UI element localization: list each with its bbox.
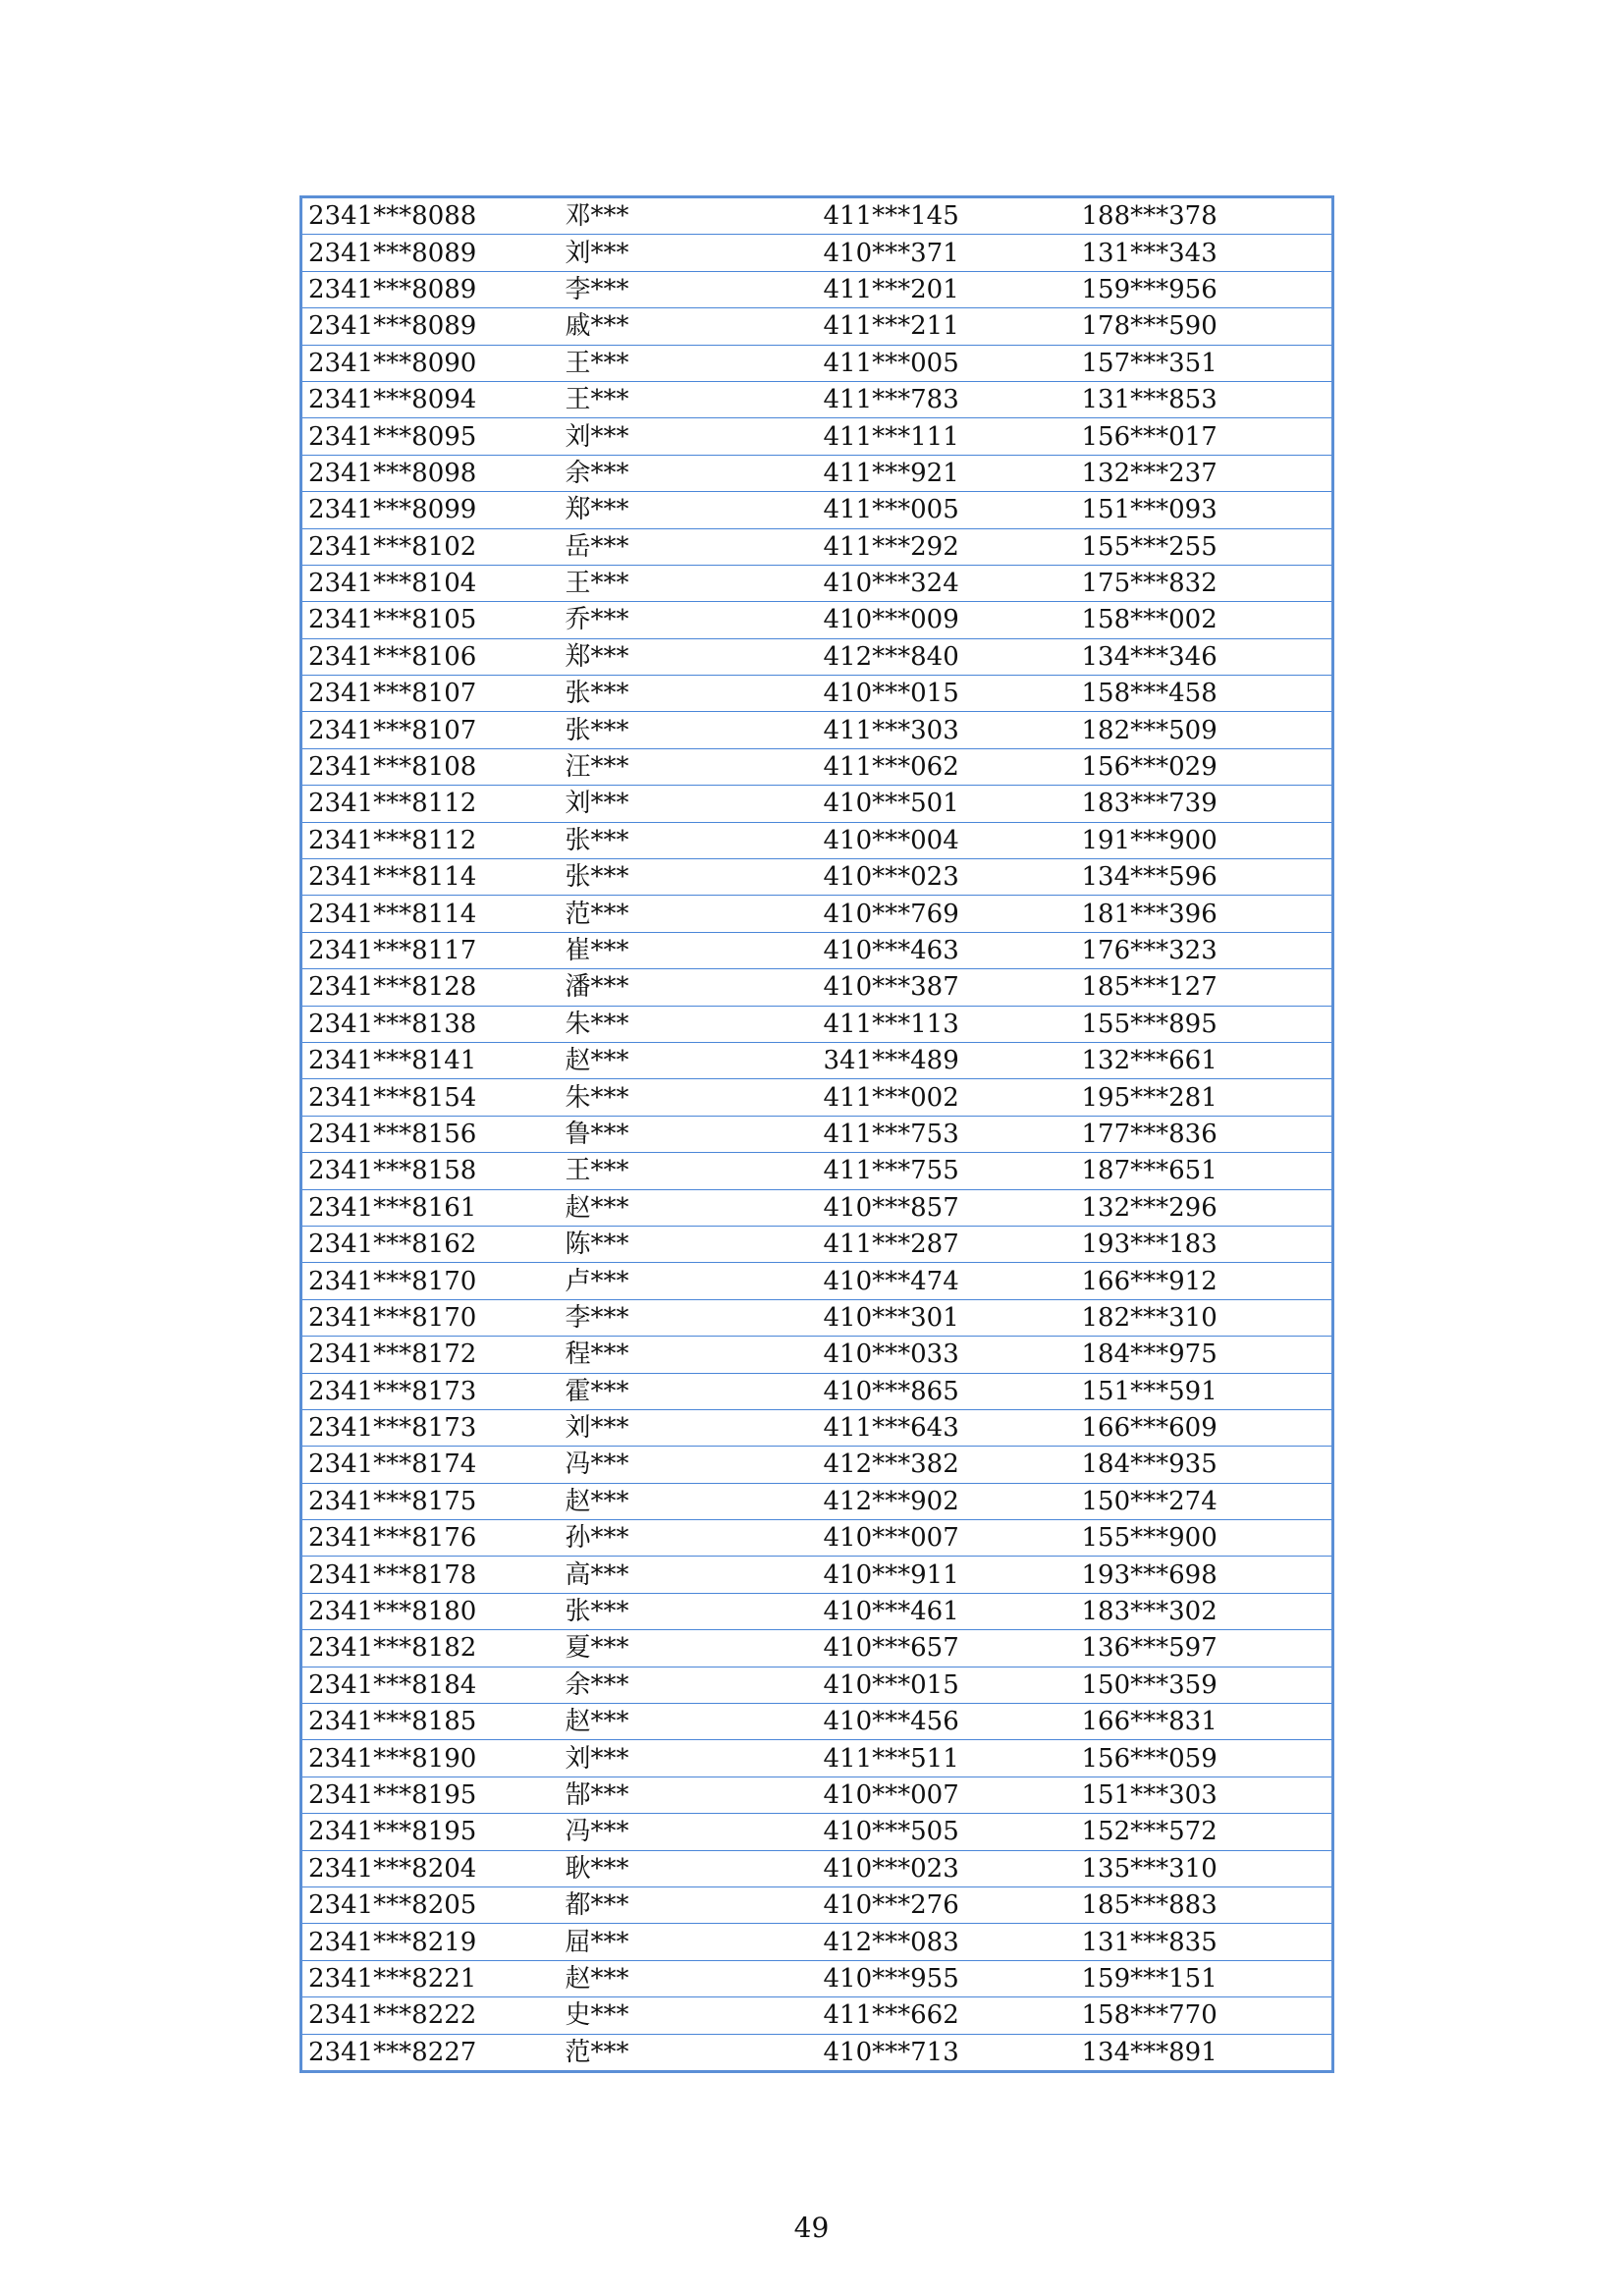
table-row [301,1777,1333,1813]
phone-cell: 158***458 [1076,676,1333,712]
phone-cell: 166***831 [1076,1704,1333,1740]
phone-cell: 131***835 [1076,1924,1333,1960]
registration-id-cell: 2341***8162 [301,1226,560,1262]
id-card-cell: 410***276 [818,1886,1076,1923]
id-card-cell: 411***005 [818,492,1076,528]
phone-cell: 134***596 [1076,859,1333,896]
registration-id-cell: 2341***8175 [301,1483,560,1519]
table-row [301,1924,1333,1960]
registration-id-cell: 2341***8105 [301,602,560,638]
id-card-cell: 411***511 [818,1740,1076,1777]
id-card-cell: 410***865 [818,1373,1076,1409]
registration-id-cell: 2341***8107 [301,676,560,712]
id-card-cell: 411***643 [818,1409,1076,1446]
name-cell: 郑*** [560,492,818,528]
phone-cell: 184***935 [1076,1447,1333,1483]
registration-id-cell: 2341***8161 [301,1189,560,1226]
registration-id-cell: 2341***8195 [301,1814,560,1850]
id-card-cell: 411***753 [818,1116,1076,1152]
name-cell: 李*** [560,1299,818,1336]
id-card-cell: 412***902 [818,1483,1076,1519]
id-card-cell: 410***004 [818,822,1076,858]
phone-cell: 132***661 [1076,1042,1333,1078]
registration-id-cell: 2341***8094 [301,381,560,417]
registration-id-cell: 2341***8089 [301,308,560,345]
name-cell: 屈*** [560,1924,818,1960]
registration-id-cell: 2341***8154 [301,1079,560,1116]
table-row [301,1447,1333,1483]
table-row [301,1483,1333,1519]
phone-cell: 158***770 [1076,1997,1333,2034]
id-card-cell: 410***911 [818,1557,1076,1593]
phone-cell: 158***002 [1076,602,1333,638]
name-cell: 刘*** [560,1409,818,1446]
id-card-cell: 410***955 [818,1960,1076,1996]
phone-cell: 131***853 [1076,381,1333,417]
registration-id-cell: 2341***8106 [301,638,560,675]
id-card-cell: 411***662 [818,1997,1076,2034]
name-cell: 夏*** [560,1630,818,1667]
id-card-cell: 410***007 [818,1520,1076,1557]
phone-cell: 157***351 [1076,345,1333,381]
registration-id-cell: 2341***8102 [301,528,560,565]
registration-id-cell: 2341***8227 [301,2034,560,2071]
name-cell: 李*** [560,271,818,307]
table-row [301,932,1333,968]
id-card-cell: 410***009 [818,602,1076,638]
name-cell: 王*** [560,565,818,601]
registration-id-cell: 2341***8095 [301,418,560,455]
table-row [301,1263,1333,1299]
name-cell: 冯*** [560,1447,818,1483]
registration-id-cell: 2341***8170 [301,1299,560,1336]
name-cell: 王*** [560,345,818,381]
name-cell: 王*** [560,381,818,417]
phone-cell: 159***956 [1076,271,1333,307]
phone-cell: 134***891 [1076,2034,1333,2071]
table-row [301,1299,1333,1336]
id-card-cell: 411***111 [818,418,1076,455]
registration-id-cell: 2341***8104 [301,565,560,601]
name-cell: 赵*** [560,1483,818,1519]
table-row [301,602,1333,638]
roster-table-body [301,197,1333,2072]
name-cell: 刘*** [560,418,818,455]
id-card-cell: 410***657 [818,1630,1076,1667]
id-card-cell: 410***474 [818,1263,1076,1299]
name-cell: 郜*** [560,1777,818,1813]
roster-table [299,195,1334,2073]
id-card-cell: 410***015 [818,676,1076,712]
phone-cell: 155***900 [1076,1520,1333,1557]
name-cell: 王*** [560,1153,818,1189]
id-card-cell: 411***005 [818,345,1076,381]
table-row [301,197,1333,235]
phone-cell: 195***281 [1076,1079,1333,1116]
id-card-cell: 411***755 [818,1153,1076,1189]
name-cell: 刘*** [560,786,818,822]
registration-id-cell: 2341***8173 [301,1373,560,1409]
name-cell: 戚*** [560,308,818,345]
id-card-cell: 411***292 [818,528,1076,565]
phone-cell: 155***255 [1076,528,1333,565]
table-row [301,1337,1333,1373]
registration-id-cell: 2341***8221 [301,1960,560,1996]
registration-id-cell: 2341***8184 [301,1667,560,1703]
id-card-cell: 410***501 [818,786,1076,822]
registration-id-cell: 2341***8107 [301,712,560,748]
id-card-cell: 411***303 [818,712,1076,748]
phone-cell: 183***739 [1076,786,1333,822]
table-row [301,418,1333,455]
phone-cell: 136***597 [1076,1630,1333,1667]
table-row [301,235,1333,271]
table-row [301,1116,1333,1152]
table-row [301,455,1333,491]
table-row [301,1520,1333,1557]
table-row [301,528,1333,565]
registration-id-cell: 2341***8099 [301,492,560,528]
phone-cell: 166***609 [1076,1409,1333,1446]
registration-id-cell: 2341***8190 [301,1740,560,1777]
registration-id-cell: 2341***8172 [301,1337,560,1373]
registration-id-cell: 2341***8219 [301,1924,560,1960]
id-card-cell: 410***301 [818,1299,1076,1336]
id-card-cell: 411***287 [818,1226,1076,1262]
table-row [301,1740,1333,1777]
registration-id-cell: 2341***8205 [301,1886,560,1923]
id-card-cell: 410***769 [818,896,1076,932]
id-card-cell: 411***145 [818,197,1076,235]
name-cell: 鲁*** [560,1116,818,1152]
table-row [301,969,1333,1006]
name-cell: 史*** [560,1997,818,2034]
name-cell: 卢*** [560,1263,818,1299]
registration-id-cell: 2341***8108 [301,748,560,785]
table-row [301,1153,1333,1189]
id-card-cell: 410***007 [818,1777,1076,1813]
id-card-cell: 411***062 [818,748,1076,785]
table-row [301,1189,1333,1226]
id-card-cell: 411***783 [818,381,1076,417]
phone-cell: 134***346 [1076,638,1333,675]
registration-id-cell: 2341***8128 [301,969,560,1006]
table-row [301,822,1333,858]
id-card-cell: 412***840 [818,638,1076,675]
name-cell: 张*** [560,822,818,858]
name-cell: 范*** [560,896,818,932]
table-row [301,1630,1333,1667]
registration-id-cell: 2341***8173 [301,1409,560,1446]
table-row [301,1373,1333,1409]
id-card-cell: 341***489 [818,1042,1076,1078]
phone-cell: 135***310 [1076,1850,1333,1886]
name-cell: 余*** [560,1667,818,1703]
table-row [301,1814,1333,1850]
id-card-cell: 411***921 [818,455,1076,491]
registration-id-cell: 2341***8185 [301,1704,560,1740]
name-cell: 陈*** [560,1226,818,1262]
name-cell: 乔*** [560,602,818,638]
table-row [301,786,1333,822]
registration-id-cell: 2341***8114 [301,896,560,932]
phone-cell: 131***343 [1076,235,1333,271]
phone-cell: 185***883 [1076,1886,1333,1923]
phone-cell: 155***895 [1076,1006,1333,1042]
phone-cell: 181***396 [1076,896,1333,932]
table-row [301,1042,1333,1078]
name-cell: 刘*** [560,235,818,271]
table-row [301,565,1333,601]
name-cell: 耿*** [560,1850,818,1886]
id-card-cell: 410***463 [818,932,1076,968]
registration-id-cell: 2341***8088 [301,197,560,235]
table-row [301,492,1333,528]
id-card-cell: 410***371 [818,235,1076,271]
registration-id-cell: 2341***8170 [301,1263,560,1299]
name-cell: 高*** [560,1557,818,1593]
registration-id-cell: 2341***8114 [301,859,560,896]
id-card-cell: 412***083 [818,1924,1076,1960]
phone-cell: 191***900 [1076,822,1333,858]
id-card-cell: 410***324 [818,565,1076,601]
registration-id-cell: 2341***8138 [301,1006,560,1042]
id-card-cell: 410***387 [818,969,1076,1006]
id-card-cell: 412***382 [818,1447,1076,1483]
phone-cell: 176***323 [1076,932,1333,968]
phone-cell: 132***237 [1076,455,1333,491]
name-cell: 赵*** [560,1189,818,1226]
name-cell: 邓*** [560,197,818,235]
registration-id-cell: 2341***8195 [301,1777,560,1813]
id-card-cell: 411***113 [818,1006,1076,1042]
name-cell: 孙*** [560,1520,818,1557]
phone-cell: 182***310 [1076,1299,1333,1336]
phone-cell: 159***151 [1076,1960,1333,1996]
name-cell: 张*** [560,712,818,748]
table-row [301,1557,1333,1593]
table-row [301,1079,1333,1116]
name-cell: 赵*** [560,1704,818,1740]
registration-id-cell: 2341***8090 [301,345,560,381]
phone-cell: 156***029 [1076,748,1333,785]
table-row [301,1960,1333,1996]
table-row [301,859,1333,896]
table-row [301,271,1333,307]
registration-id-cell: 2341***8141 [301,1042,560,1078]
phone-cell: 182***509 [1076,712,1333,748]
id-card-cell: 410***015 [818,1667,1076,1703]
registration-id-cell: 2341***8222 [301,1997,560,2034]
id-card-cell: 410***033 [818,1337,1076,1373]
registration-id-cell: 2341***8112 [301,786,560,822]
registration-id-cell: 2341***8117 [301,932,560,968]
name-cell: 冯*** [560,1814,818,1850]
id-card-cell: 410***456 [818,1704,1076,1740]
table-row [301,896,1333,932]
registration-id-cell: 2341***8156 [301,1116,560,1152]
table-row [301,748,1333,785]
name-cell: 刘*** [560,1740,818,1777]
name-cell: 朱*** [560,1006,818,1042]
phone-cell: 188***378 [1076,197,1333,235]
registration-id-cell: 2341***8158 [301,1153,560,1189]
phone-cell: 166***912 [1076,1263,1333,1299]
id-card-cell: 411***002 [818,1079,1076,1116]
id-card-cell: 410***505 [818,1814,1076,1850]
registration-id-cell: 2341***8178 [301,1557,560,1593]
table-row [301,1226,1333,1262]
phone-cell: 156***017 [1076,418,1333,455]
id-card-cell: 410***023 [818,1850,1076,1886]
id-card-cell: 410***461 [818,1593,1076,1629]
table-row [301,1997,1333,2034]
phone-cell: 151***303 [1076,1777,1333,1813]
table-row [301,345,1333,381]
page-number: 49 [793,2212,830,2244]
phone-cell: 193***698 [1076,1557,1333,1593]
phone-cell: 156***059 [1076,1740,1333,1777]
id-card-cell: 410***857 [818,1189,1076,1226]
registration-id-cell: 2341***8174 [301,1447,560,1483]
table-row [301,1667,1333,1703]
name-cell: 都*** [560,1886,818,1923]
table-row [301,712,1333,748]
name-cell: 赵*** [560,1960,818,1996]
name-cell: 霍*** [560,1373,818,1409]
phone-cell: 150***274 [1076,1483,1333,1519]
name-cell: 赵*** [560,1042,818,1078]
table-row [301,1006,1333,1042]
name-cell: 范*** [560,2034,818,2071]
name-cell: 余*** [560,455,818,491]
name-cell: 张*** [560,1593,818,1629]
phone-cell: 152***572 [1076,1814,1333,1850]
name-cell: 张*** [560,676,818,712]
id-card-cell: 410***023 [818,859,1076,896]
name-cell: 郑*** [560,638,818,675]
registration-id-cell: 2341***8176 [301,1520,560,1557]
registration-id-cell: 2341***8182 [301,1630,560,1667]
table-row [301,676,1333,712]
phone-cell: 150***359 [1076,1667,1333,1703]
id-card-cell: 410***713 [818,2034,1076,2071]
table-row [301,1593,1333,1629]
phone-cell: 184***975 [1076,1337,1333,1373]
table-row [301,638,1333,675]
table-row [301,1409,1333,1446]
phone-cell: 185***127 [1076,969,1333,1006]
id-card-cell: 411***211 [818,308,1076,345]
phone-cell: 175***832 [1076,565,1333,601]
registration-id-cell: 2341***8089 [301,235,560,271]
registration-id-cell: 2341***8180 [301,1593,560,1629]
name-cell: 潘*** [560,969,818,1006]
phone-cell: 178***590 [1076,308,1333,345]
name-cell: 程*** [560,1337,818,1373]
table-row [301,1886,1333,1923]
table-row [301,308,1333,345]
registration-id-cell: 2341***8204 [301,1850,560,1886]
name-cell: 汪*** [560,748,818,785]
table-row [301,1850,1333,1886]
name-cell: 张*** [560,859,818,896]
id-card-cell: 411***201 [818,271,1076,307]
registration-id-cell: 2341***8089 [301,271,560,307]
name-cell: 崔*** [560,932,818,968]
phone-cell: 183***302 [1076,1593,1333,1629]
phone-cell: 151***591 [1076,1373,1333,1409]
table-row [301,1704,1333,1740]
phone-cell: 187***651 [1076,1153,1333,1189]
phone-cell: 193***183 [1076,1226,1333,1262]
table-row [301,2034,1333,2071]
registration-id-cell: 2341***8098 [301,455,560,491]
phone-cell: 177***836 [1076,1116,1333,1152]
registration-id-cell: 2341***8112 [301,822,560,858]
phone-cell: 151***093 [1076,492,1333,528]
phone-cell: 132***296 [1076,1189,1333,1226]
table-row [301,381,1333,417]
name-cell: 岳*** [560,528,818,565]
name-cell: 朱*** [560,1079,818,1116]
